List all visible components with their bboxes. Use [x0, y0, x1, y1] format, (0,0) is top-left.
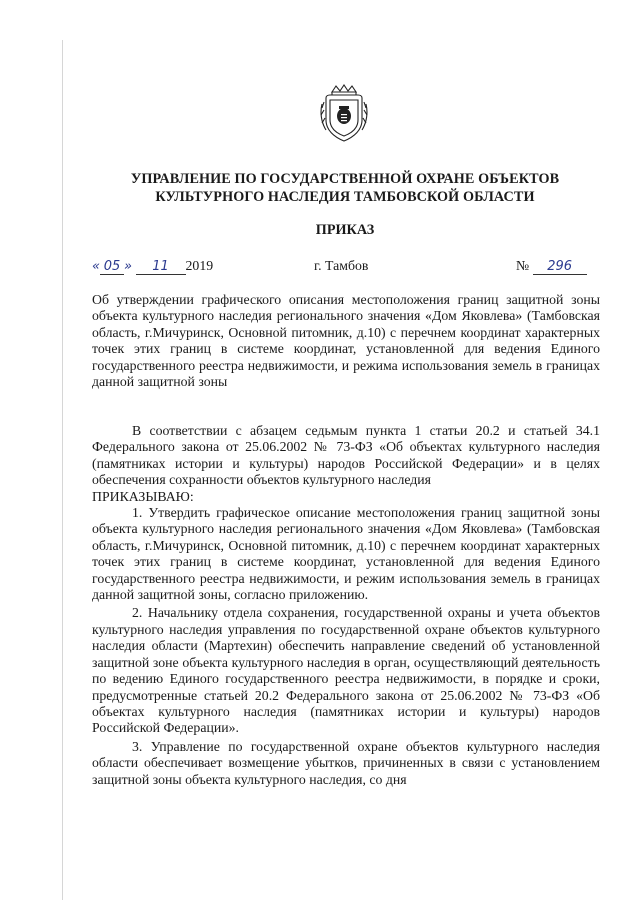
- date-year: 2019: [185, 258, 214, 273]
- organization-title: [90, 170, 600, 206]
- organization-title-line1: УПРАВЛЕНИЕ ПО ГОСУДАРСТВЕННОЙ ОХРАНЕ ОБЪЕКТОВ: [130, 171, 560, 187]
- scan-edge-line: [62, 40, 63, 900]
- organization-title-line2: КУЛЬТУРНОГО НАСЛЕДИЯ ТАМБОВСКОЙ ОБЛАСТИ: [155, 189, 535, 205]
- directive-heading: ПРИКАЗЫВАЮ:: [92, 488, 194, 504]
- date-month: 11: [136, 260, 186, 275]
- document-type: ПРИКАЗ: [315, 222, 375, 238]
- item-3-paragraph: 3. Управление по государственной охране объектов культурного наследия области обеспечивает возмещение убытков, причиненных в связи с установлением защитной зоны объекта культурного наследия, со дня: [92, 738, 600, 787]
- order-subject: Об утверждении графического описания местоположения границ защитной зоны объекта культурного наследия регионального значения «Дом Яковлева» (Тамбовская область, г.Мичуринск, Основной питомник, д.10) с перечнем координат характерных точек этих границ в системе координат, установленной для ведения Единого государственного реестра недвижимости, и режима использования земель в границах данной защитной зоны: [92, 292, 600, 390]
- order-meta-row: [92, 258, 600, 278]
- city: г. Тамбов: [314, 258, 369, 273]
- order-body: [92, 423, 600, 788]
- item-2-paragraph: 2. Начальнику отдела сохранения, государственной охраны и учета объектов культурного наследия управления по государственной охране объектов культурного наследия области (Мартехин) обеспечить направление сведений об установленной защитной зоне объекта культурного наследия в орган, осуществляющий деятельность по ведению Единого государственного реестра недвижимости, в порядке и сроки, предусмотренные статьей 20.2 Федерального закона от 25.06.2002 № 73-ФЗ «Об объектах культурного наследия (памятниках истории и культуры) народов Российской Федерации».: [92, 605, 600, 736]
- order-number: [516, 258, 587, 275]
- order-number-value: 296: [533, 260, 587, 275]
- intro-paragraph: В соответствии с абзацем седьмым пункта 1 статьи 20.2 и статьей 34.1 Федерального закона от 25.06.2002 № 73-ФЗ «Об объектах культурного наследия (памятниках истории и культуры) народов Российской Федерации» и в целях обеспечения сохранности объектов культурного наследия: [92, 423, 600, 488]
- date-day: 05: [100, 260, 124, 275]
- date-open-quote: «: [92, 259, 101, 274]
- item-1-paragraph: 1. Утвердить графическое описание местоположения границ защитной зоны объекта культурного наследия регионального значения «Дом Яковлева» (Тамбовская область, г.Мичуринск, Основной питомник, д.10) с перечнем координат характерных точек этих границ в системе координат, установленной для ведения Единого государственного реестра недвижимости, и режим использования земель в границах данной защитной зоны, согласно приложению.: [92, 505, 600, 603]
- coat-of-arms-icon: [318, 82, 370, 144]
- date-close-quote: »: [124, 259, 133, 274]
- order-number-label: №: [516, 258, 530, 273]
- order-date: [92, 258, 213, 275]
